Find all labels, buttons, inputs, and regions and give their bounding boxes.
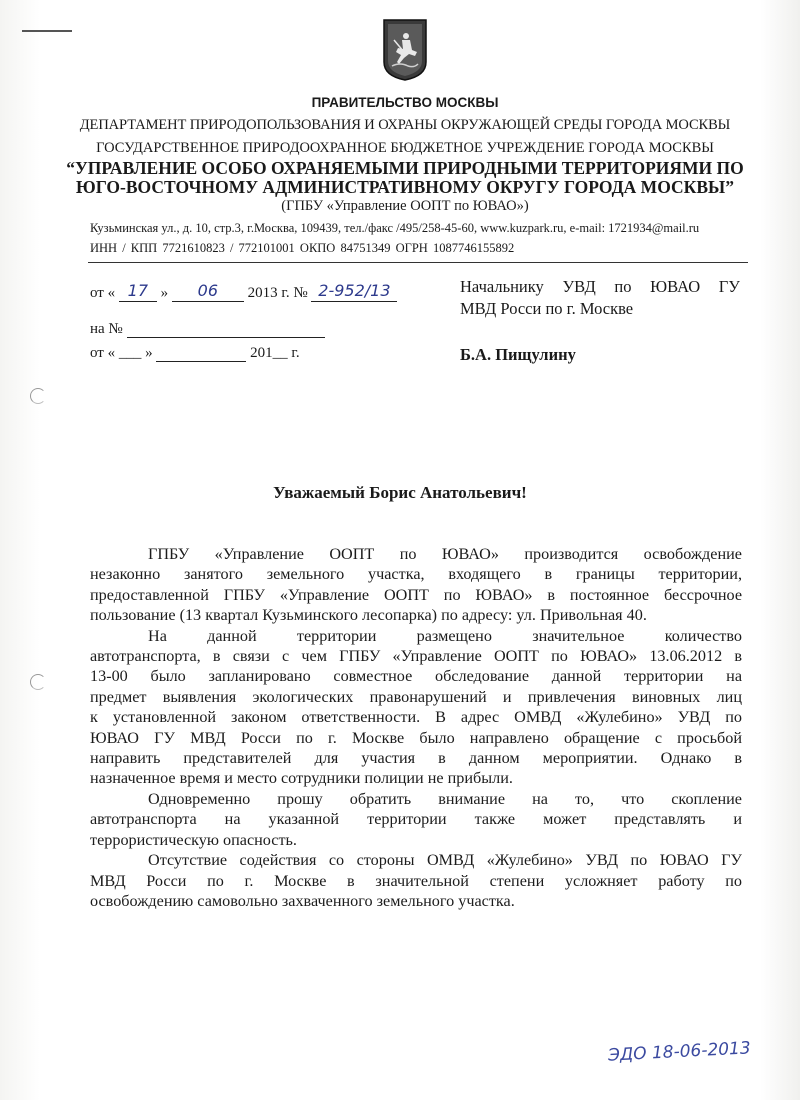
receipt-stamp: ЭДО 18-06-2013: [607, 1038, 752, 1066]
body-line: ГПБУ «Управление ООПТ по ЮВАО» производится освобождение: [148, 545, 742, 563]
addressee-line1: Начальнику УВД по ЮВАО ГУ: [460, 277, 740, 296]
body-line: Отсутствие содействия со стороны ОМВД «Жулебино» УВД по ЮВАО ГУ: [148, 851, 742, 870]
body-line: Одновременно прошу обратить внимание на то, что скопление: [148, 789, 742, 808]
body-line: предмет выявления экологических правонарушений и привлечения виновных лиц: [90, 687, 742, 706]
corner-mark: [22, 30, 72, 32]
salutation: Уважаемый Борис Анатольевич!: [273, 483, 527, 502]
body-line: ЮВАО ГУ МВД Росси по г. Москве было направлено обращение с просьбой: [90, 728, 742, 747]
addressee-block: [460, 276, 740, 320]
addressee-line2: МВД Росси по г. Москве: [460, 299, 634, 318]
outgoing-date-number: от « 17 » 06 2013 г. № 2-952/13: [90, 284, 397, 304]
body-line: направить представителей для участия в данном мероприятии. Однако в: [90, 749, 742, 768]
moscow-coat-of-arms-icon: [382, 18, 428, 82]
body-line: назначенное время и место сотрудники полиции не прибыли.: [90, 769, 513, 788]
institution-name-line2: ЮГО-ВОСТОЧНОМУ АДМИНИСТРАТИВНОМУ ОКРУГУ ГОРОДА МОСКВЫ”: [76, 177, 734, 197]
reference-date: от « ___ » 201__ г.: [90, 345, 300, 361]
body-line: автотранспорта, в связи с чем ГПБУ «Управление ООПТ по ЮВАО» 13.06.2012 в: [90, 647, 742, 666]
institution-name-line1: “УПРАВЛЕНИЕ ОСОБО ОХРАНЯЕМЫМИ ПРИРОДНЫМИ ТЕРРИТОРИЯМИ ПО: [66, 158, 744, 178]
body-line: МВД Росси по г. Москве в значительной степени усложняет работу по: [90, 871, 742, 890]
contact-details: Кузьминская ул., д. 10, стр.3, г.Москва, 109439, тел./факс /495/258-45-60, www.kuzpark.ru, e-mail: 1721934@mail.ru: [90, 221, 700, 235]
body-line: пользование (13 квартал Кузьминского лесопарка) по адресу: ул. Привольная 40.: [90, 606, 647, 625]
requisites: ИНН / КПП 7721610823 / 772101001 ОКПО 84751349 ОГРН 1087746155892: [90, 241, 515, 255]
punch-hole-mark: [30, 674, 46, 690]
body-line: На данной территории размещено значительное количество: [148, 626, 742, 645]
institution-type: ГОСУДАРСТВЕННОЕ ПРИРОДООХРАННОЕ БЮДЖЕТНОЕ УЧРЕЖДЕНИЕ ГОРОДА МОСКВЫ: [96, 140, 714, 156]
addressee-name: Б.А. Пищулину: [460, 345, 576, 364]
government-title: ПРАВИТЕЛЬСТВО МОСКВЫ: [311, 95, 499, 110]
header-divider: [88, 262, 748, 263]
punch-hole-mark: [30, 388, 46, 404]
body-line: автотранспорта на указанной территории также может представлять и: [90, 810, 742, 829]
department-title: ДЕПАРТАМЕНТ ПРИРОДОПОЛЬЗОВАНИЯ И ОХРАНЫ ОКРУЖАЮЩЕЙ СРЕДЫ ГОРОДА МОСКВЫ: [79, 117, 731, 133]
outgoing-day: 17: [119, 284, 157, 302]
body-line: освобождению самовольно захваченного земельного участка.: [90, 891, 515, 910]
outgoing-number: 2-952/13: [311, 284, 397, 302]
outgoing-month: 06: [172, 284, 244, 302]
institution-short-name: (ГПБУ «Управление ООПТ по ЮВАО»): [281, 198, 529, 214]
body-line: 13-00 было запланировано совместное обследование данной территории на: [90, 667, 742, 686]
body-line: террористическую опасность.: [90, 830, 297, 849]
reference-number: на №: [90, 320, 325, 340]
body-line: незаконно занятого земельного участка, входящего в границы территории,: [90, 565, 742, 584]
body-line: к установленной законом ответственности. В адрес ОМВД «Жулебино» УВД по: [90, 708, 742, 727]
body-line: предоставленной ГПБУ «Управление ООПТ по ЮВАО» в постоянное бессрочное: [90, 585, 742, 604]
letter-body: [90, 544, 742, 911]
